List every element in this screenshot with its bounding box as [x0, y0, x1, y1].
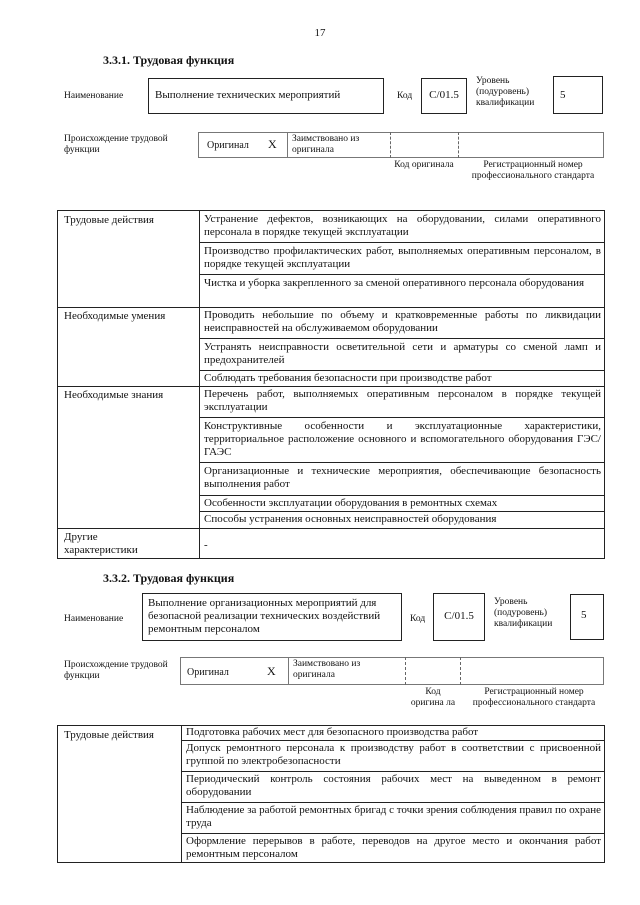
- section1-category-3: Необходимые знания: [64, 389, 164, 401]
- section1-code-original-label: Код оригинала: [394, 160, 454, 170]
- section2-heading: 3.3.2. Трудовая функция: [103, 571, 235, 585]
- section1-item-3-3: Организационные и технические мероприятия, обеспечивающие безопасность выполнения работ: [204, 465, 601, 490]
- section2-code-original-label: Код оригина ла: [410, 687, 456, 708]
- section1-line: [199, 274, 605, 275]
- section2-origin-label: Происхождение трудовой функции: [64, 660, 168, 681]
- section1-divider-dash-2: [458, 132, 459, 158]
- section2-divider: [288, 657, 289, 685]
- section1-item-4-1: -: [204, 539, 208, 551]
- section1-borrowed-label: Заимствовано из оригинала: [292, 134, 360, 155]
- section1-line: [199, 462, 605, 463]
- section2-level-value: 5: [570, 594, 604, 640]
- section1-line: [199, 338, 605, 339]
- section2-divider-dash-1: [405, 657, 406, 685]
- section1-original-label: Оригинал: [207, 140, 249, 151]
- section2-item-1-3: Периодический контроль состояния рабочих мест на выведенном в ремонт оборудовании: [186, 773, 601, 798]
- section1-item-2-2: Устранять неисправности осветительной сети и арматуры со сменой ламп и предохранителей: [204, 341, 601, 366]
- section1-line: [57, 528, 605, 529]
- section1-item-3-2: Конструктивные особенности и эксплуатационные характеристики, территориальное расположение основного и вспомогательного оборудования ГЭС/ГАЭС: [204, 420, 601, 458]
- section2-item-1-2: Допуск ремонтного персонала к производству работ в соответствии с присвоенной группой по электробезопасности: [186, 742, 601, 767]
- section1-item-1-3: Чистка и уборка закрепленного за сменой оперативного персонала оборудования: [204, 277, 585, 289]
- section1-code-label: Код: [397, 91, 413, 101]
- section2-original-label: Оригинал: [187, 667, 229, 678]
- section1-line: [199, 417, 605, 418]
- section1-original-mark: X: [268, 137, 277, 151]
- section1-item-2-3: Соблюдать требования безопасности при производстве работ: [204, 372, 492, 384]
- section2-level-label: Уровень (подуровень) квалификации: [494, 597, 553, 629]
- section1-code-value: C/01.5: [421, 78, 467, 114]
- section1-heading: 3.3.1. Трудовая функция: [103, 53, 235, 67]
- section2-item-1-4: Наблюдение за работой ремонтных бригад с точки зрения соблюдения правил по охране труда: [186, 804, 601, 829]
- section1-reg-number-label: Регистрационный номер профессионального стандарта: [471, 160, 595, 181]
- section2-code-value: C/01.5: [433, 593, 485, 641]
- section1-name-value: Выполнение технических мероприятий: [148, 78, 384, 114]
- section1-item-1-1: Устранение дефектов, возникающих на оборудовании, силами оперативного персонала в порядке текущей эксплуатации: [204, 213, 601, 238]
- section1-item-3-4: Особенности эксплуатации оборудования в ремонтных схемах: [204, 497, 498, 509]
- section1-line: [199, 242, 605, 243]
- section2-item-1-5: Оформление перерывов в работе, переводов на другое место и окончания работ ремонтным персоналом: [186, 835, 601, 860]
- section1-item-3-5: Способы устранения основных неисправностей оборудования: [204, 513, 497, 525]
- section2-item-1-1: Подготовка рабочих мест для безопасного производства работ: [186, 726, 479, 738]
- section1-divider-dash-1: [390, 132, 391, 158]
- section2-code-label: Код: [410, 614, 426, 624]
- section1-category-4: Другие характеристики: [64, 531, 138, 556]
- section1-level-label: Уровень (подуровень) квалификации: [476, 76, 535, 108]
- section2-name-value: Выполнение организационных мероприятий для безопасной реализации технических воздействий ремонтным персоналом: [142, 593, 402, 641]
- section2-original-mark: X: [267, 664, 276, 678]
- section1-level-value: 5: [553, 76, 603, 114]
- section1-category-1: Трудовые действия: [64, 214, 154, 226]
- section2-divider-dash-2: [460, 657, 461, 685]
- section1-origin-box: [198, 132, 604, 158]
- section1-category-2: Необходимые умения: [64, 310, 166, 322]
- section2-reg-number-label: Регистрационный номер профессионального стандарта: [472, 687, 596, 708]
- section1-item-2-1: Проводить небольшие по объему и кратковременные работы по ликвидации неисправностей на обслуживаемом оборудовании: [204, 309, 601, 334]
- section1-item-1-2: Производство профилактических работ, выполняемых оперативным персоналом, в порядке текущей эксплуатации: [204, 245, 601, 270]
- section1-item-3-1: Перечень работ, выполняемых оперативным персоналом в порядке текущей эксплуатации: [204, 388, 601, 413]
- section2-name-label: Наименование: [64, 614, 124, 624]
- section1-name-label: Наименование: [64, 91, 124, 101]
- page-number: 17: [314, 27, 326, 39]
- section1-divider: [287, 132, 288, 158]
- section2-category-1: Трудовые действия: [64, 729, 154, 741]
- section1-origin-label: Происхождение трудовой функции: [64, 134, 168, 155]
- section2-borrowed-label: Заимствовано из оригинала: [293, 659, 361, 680]
